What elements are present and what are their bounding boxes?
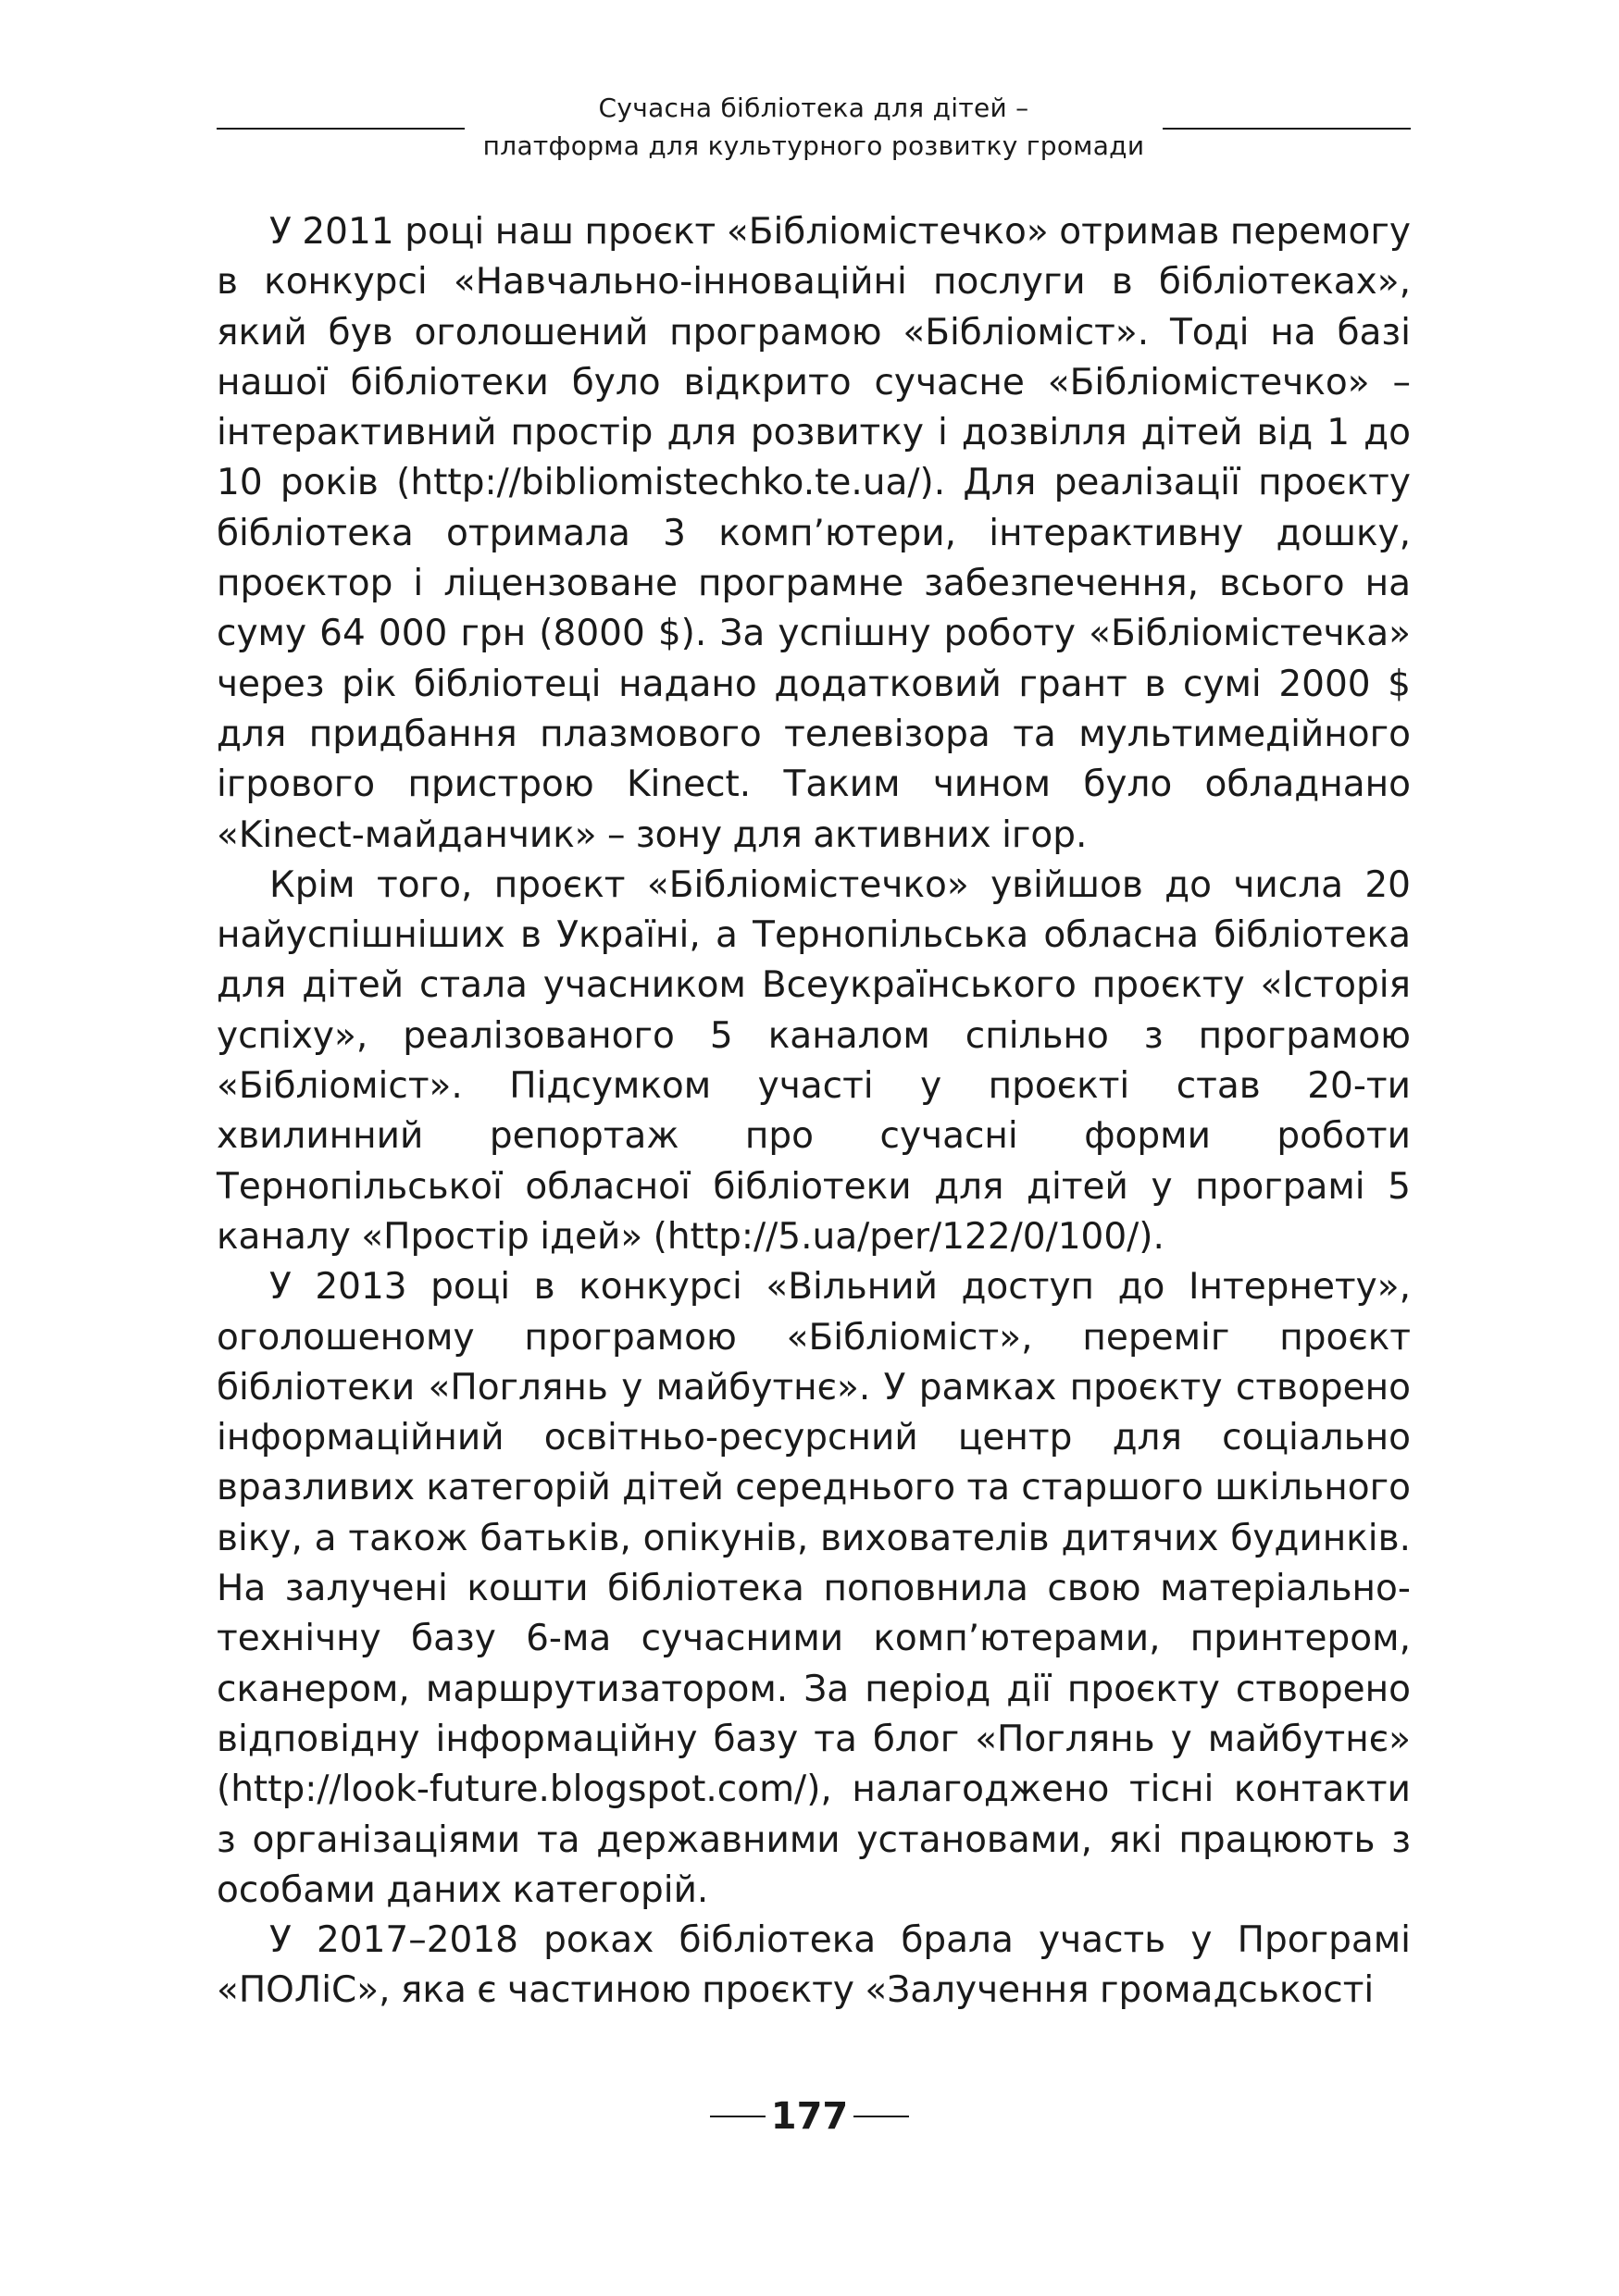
paragraph-2: Крім того, проєкт «Бібліомістечко» увійшов до числа 20 найуспішніших в Україні, а Тернопільська обласна бібліотека для дітей стала учасником Всеукраїнського проєкту «Історія успіху», реалізованого 5 каналом спільно з програмою «Бібліоміст». Підсумком участі у проєкті став 20-ти хвилинний репортаж про сучасні форми роботи Тернопільської обласної бібліотеки для дітей у програмі 5 каналу «Простір ідей» (http://5.ua/per/122/0/100/). bbox=[217, 863, 1411, 1258]
header-rule-left bbox=[217, 128, 465, 130]
header-title-line1: Сучасна бібліотека для дітей – bbox=[598, 93, 1029, 123]
paragraph-3: У 2013 році в конкурсі «Вільний доступ до Інтернету», оголошеному програмою «Бібліоміст», переміг проєкт бібліотеки «Поглянь у майбутнє». У рамках проєкту створено інформаційний освітньо-ресурсний центр для соціально вразливих категорій дітей середнього та старшого шкільного віку, а також батьків, опікунів, вихователів дитячих будинків. На залучені кошти бібліотека поповнила свою матеріально-технічну базу 6-ма сучасними комп’ютерами, принтером, сканером, маршрутизатором. За період дії проєкту створено відповідну інформаційну базу та блог «Поглянь у майбутнє» (http://look-future.blogspot.com/), налагоджено тісні контакти з організаціями та державними установами, які працюють з особами даних категорій. bbox=[217, 1266, 1411, 1911]
paragraph-4: У 2017–2018 роках бібліотека брала участь у Програмі «ПОЛіС», яка є частиною проєкту «Залучення громадськості bbox=[217, 1919, 1411, 2012]
page-number-footer bbox=[0, 2093, 1619, 2140]
header-title-line2: платформа для культурного розвитку громади bbox=[482, 130, 1145, 161]
folio-dash-left bbox=[710, 2116, 766, 2117]
body-text bbox=[217, 207, 1411, 2017]
header-rule-right bbox=[1163, 128, 1411, 130]
page-number: 177 bbox=[770, 2095, 849, 2138]
folio-dash-right bbox=[853, 2116, 909, 2117]
running-header bbox=[217, 89, 1411, 167]
header-title bbox=[476, 89, 1152, 165]
paragraph-1: У 2011 році наш проєкт «Бібліомістечко» отримав перемогу в конкурсі «Навчально-інноваційні послуги в бібліотеках», який був оголошений програмою «Бібліоміст». Тоді на базі нашої бібліотеки було відкрито сучасне «Бібліомістечко» – інтерактивний простір для розвитку і дозвілля дітей від 1 до 10 років (http://bibliomistechko.te.ua/). Для реалізації проєкту бібліотека отримала 3 комп’ютери, інтерактивну дошку, проєктор і ліцензоване програмне забезпечення, всього на суму 64 000 грн (8000 $). За успішну роботу «Бібліомістечка» через рік бібліотеці надано додатковий грант в сумі 2000 $ для придбання плазмового телевізора та мультимедійного ігрового пристрою Kinect. Таким чином було обладнано «Kinect-майданчик» – зону для активних ігор. bbox=[217, 211, 1411, 856]
